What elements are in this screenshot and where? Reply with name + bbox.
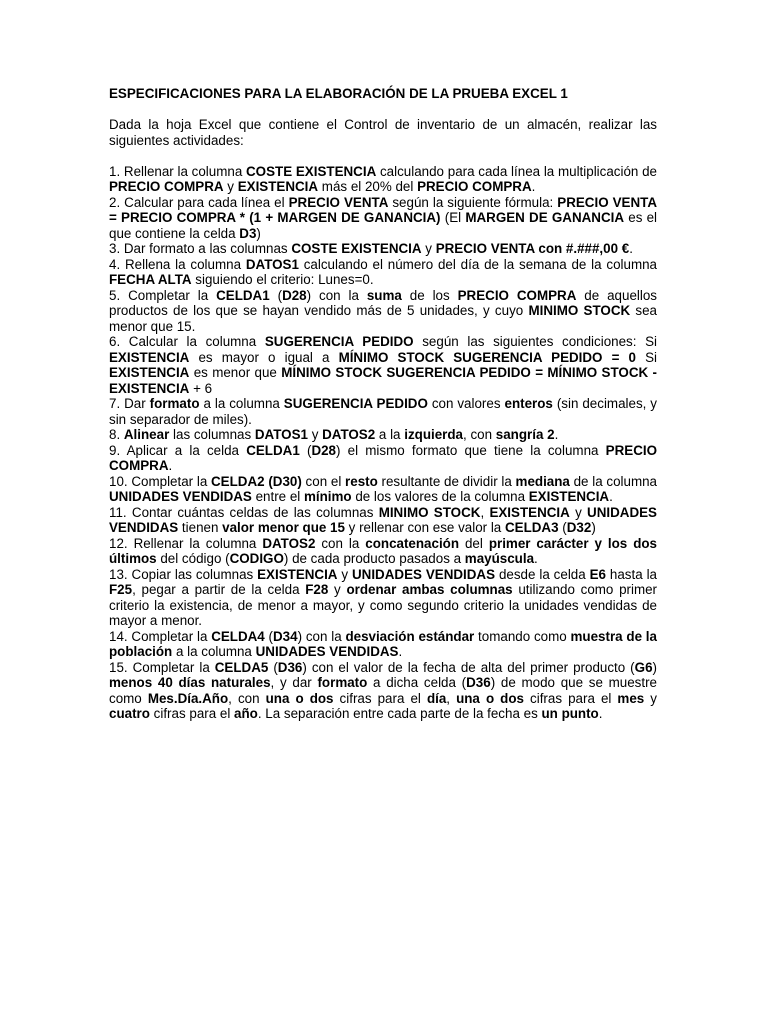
text-run: , pegar a partir de la celda bbox=[132, 582, 306, 597]
text-run: a la columna bbox=[199, 396, 284, 411]
bold-run: D36 bbox=[277, 659, 303, 675]
text-run: 7. Dar bbox=[109, 396, 150, 411]
bold-run: ordenar ambas columnas bbox=[346, 582, 513, 597]
text-run: de los valores de la columna bbox=[351, 489, 529, 504]
bold-run: muestra de la población bbox=[109, 628, 657, 659]
activity-item-14 bbox=[109, 629, 657, 660]
text-run: 9. Aplicar a la celda bbox=[109, 442, 247, 458]
bold-run: EXISTENCIA bbox=[237, 179, 319, 194]
text-run: con valores bbox=[427, 396, 505, 411]
bold-run: D32 bbox=[566, 520, 592, 535]
bold-run: menos 40 días naturales bbox=[109, 675, 271, 690]
text-run: y bbox=[337, 566, 352, 582]
bold-run: resto bbox=[345, 473, 378, 489]
text-run: del código ( bbox=[156, 551, 230, 566]
text-run: según la siguiente fórmula: bbox=[388, 194, 558, 210]
text-run: 1. Rellenar la columna bbox=[109, 163, 247, 179]
text-run: y bbox=[328, 582, 347, 597]
bold-run: G6 bbox=[634, 659, 653, 675]
text-run: . bbox=[534, 551, 538, 566]
bold-run: CELDA5 bbox=[214, 659, 269, 675]
text-run: ( bbox=[268, 659, 278, 675]
text-run: ) bbox=[591, 520, 596, 535]
text-run: siguiendo el criterio: Lunes=0. bbox=[191, 272, 374, 287]
text-run: calculando el número del día de la semana de la columna bbox=[298, 256, 657, 272]
bold-run: D36 bbox=[466, 675, 491, 690]
bold-run: CELDA1 bbox=[216, 287, 270, 303]
text-run: (sin decimales, y sin separador de miles). bbox=[109, 396, 658, 427]
text-run: . bbox=[629, 241, 633, 256]
bold-run: PRECIO COMPRA bbox=[417, 179, 532, 194]
text-run: , y dar bbox=[270, 675, 318, 690]
bold-run: CODIGO bbox=[229, 551, 284, 566]
activity-item-6 bbox=[109, 334, 657, 396]
bold-run: EXISTENCIA bbox=[109, 349, 190, 365]
activity-item-12 bbox=[109, 536, 657, 567]
bold-run: F28 bbox=[305, 582, 329, 597]
text-run: y bbox=[223, 179, 238, 194]
bold-run: UNIDADES VENDIDAS bbox=[109, 504, 657, 535]
bold-run: mínimo bbox=[303, 489, 352, 504]
bold-run: E6 bbox=[589, 566, 606, 582]
bold-run: DATOS2 bbox=[322, 427, 376, 442]
bold-run: una o dos bbox=[265, 690, 334, 706]
bold-run: sangría 2 bbox=[495, 427, 555, 442]
bold-run: EXISTENCIA bbox=[489, 504, 570, 520]
bold-run: MÍNIMO STOCK SUGERENCIA PEDIDO = MÍNIMO STOCK - EXISTENCIA bbox=[109, 365, 657, 396]
text-run: . bbox=[598, 706, 603, 721]
text-run: ) con la bbox=[297, 628, 346, 644]
text-run: es el que contiene la celda bbox=[109, 210, 658, 241]
bold-run: cuatro bbox=[109, 706, 150, 721]
text-run: Si bbox=[635, 349, 657, 365]
text-run: de aquellos productos de los que se hayan vendido más de 5 unidades, y cuyo bbox=[109, 287, 657, 318]
text-run: . bbox=[398, 644, 403, 659]
bold-run: D3 bbox=[239, 225, 257, 241]
text-run: resultante de dividir la bbox=[377, 473, 516, 489]
bold-run: mayúscula bbox=[464, 551, 535, 566]
bold-run: D28 bbox=[282, 287, 307, 303]
text-run: ( bbox=[264, 628, 274, 644]
bold-run: Mes.Día.Año bbox=[147, 690, 229, 706]
text-run: 10. Completar la bbox=[109, 473, 212, 489]
text-run: ) de modo que se muestre como bbox=[109, 675, 657, 706]
bold-run: PRECIO COMPRA bbox=[457, 287, 577, 303]
text-run: y bbox=[569, 504, 588, 520]
text-run: 6. Calcular la columna bbox=[109, 334, 265, 349]
bold-run: un punto bbox=[541, 706, 599, 721]
text-run: más el 20% del bbox=[318, 179, 418, 194]
bold-run: valor menor que 15 bbox=[222, 520, 345, 535]
text-run: sea menor que 15. bbox=[109, 303, 657, 334]
bold-run: D34 bbox=[273, 628, 298, 644]
text-run: 3. Dar formato a las columnas bbox=[109, 241, 292, 256]
text-run: . bbox=[554, 427, 559, 442]
activity-item-8 bbox=[109, 427, 657, 443]
text-run: 4. Rellena la columna bbox=[109, 256, 246, 272]
bold-run: PRECIO VENTA con #.###,00 € bbox=[435, 241, 630, 256]
bold-run: FECHA ALTA bbox=[109, 272, 192, 287]
text-run: 8. bbox=[109, 427, 124, 442]
text-run: ) de cada producto pasados a bbox=[283, 551, 465, 566]
text-run: de los bbox=[401, 287, 458, 303]
bold-run: enteros bbox=[504, 396, 553, 411]
activity-item-9 bbox=[109, 443, 657, 474]
bold-run: mediana bbox=[515, 473, 570, 489]
text-run: 2. Calcular para cada línea el bbox=[109, 194, 289, 210]
text-run: y bbox=[421, 241, 436, 256]
activity-item-3 bbox=[109, 241, 657, 257]
bold-run: D28 bbox=[311, 442, 337, 458]
bold-run: suma bbox=[366, 287, 402, 303]
text-run: ) con el valor de la fecha de alta del primer producto ( bbox=[302, 659, 635, 675]
text-run: cifras para el bbox=[333, 690, 427, 706]
bold-run: primer carácter y los dos últimos bbox=[109, 535, 658, 566]
bold-run: mes bbox=[617, 690, 645, 706]
text-run: a la columna bbox=[172, 644, 256, 659]
text-run: (El bbox=[440, 210, 466, 225]
text-run: 14. Completar la bbox=[109, 628, 212, 644]
bold-run: MÍNIMO STOCK SUGERENCIA PEDIDO = 0 bbox=[338, 349, 636, 365]
bold-run: SUGERENCIA PEDIDO bbox=[264, 334, 414, 349]
bold-run: Alinear bbox=[123, 427, 170, 442]
bold-run: CELDA2 (D30) bbox=[211, 473, 302, 489]
text-run: tienen bbox=[178, 520, 223, 535]
bold-run: EXISTENCIA bbox=[257, 566, 338, 582]
text-run: 11. Contar cuántas celdas de las columnas bbox=[109, 504, 379, 520]
bold-run: formato bbox=[149, 396, 200, 411]
document-title: ESPECIFICACIONES PARA LA ELABORACIÓN DE LA PRUEBA EXCEL 1 bbox=[109, 86, 568, 101]
text-run: a la bbox=[375, 427, 405, 442]
activity-item-7 bbox=[109, 396, 657, 427]
text-run: con el bbox=[301, 473, 346, 489]
text-run: . La separación entre cada parte de la fecha es bbox=[257, 706, 542, 721]
bold-run: día bbox=[426, 690, 447, 706]
bold-run: PRECIO COMPRA bbox=[109, 442, 657, 473]
bold-run: PRECIO VENTA bbox=[288, 194, 389, 210]
bold-run: SUGERENCIA PEDIDO bbox=[283, 396, 428, 411]
activity-item-5 bbox=[109, 288, 657, 335]
text-run: ) bbox=[256, 225, 261, 241]
bold-run: PRECIO VENTA = PRECIO COMPRA * (1 + MARGEN DE GANANCIA) bbox=[109, 194, 657, 225]
bold-run: CELDA1 bbox=[246, 442, 300, 458]
text-run: . bbox=[531, 179, 536, 194]
bold-run: año bbox=[234, 706, 258, 721]
text-run: 12. Rellenar la columna bbox=[109, 535, 263, 551]
text-run: tomando como bbox=[474, 628, 571, 644]
bold-run: desviación estándar bbox=[345, 628, 475, 644]
text-run: del bbox=[459, 535, 489, 551]
bold-run: PRECIO COMPRA bbox=[109, 179, 224, 194]
bold-run: UNIDADES VENDIDAS bbox=[352, 566, 496, 582]
bold-run: COSTE EXISTENCIA bbox=[291, 241, 422, 256]
activity-item-11 bbox=[109, 505, 657, 536]
bold-run: concatenación bbox=[365, 535, 460, 551]
text-run: de la columna bbox=[569, 473, 658, 489]
text-run: + 6 bbox=[189, 380, 213, 396]
text-run: es menor que bbox=[189, 365, 282, 380]
bold-run: una o dos bbox=[456, 690, 524, 706]
text-run: 15. Completar la bbox=[109, 659, 215, 675]
text-run: , con bbox=[463, 427, 496, 442]
document-page bbox=[109, 86, 657, 722]
text-run: las columnas bbox=[169, 427, 255, 442]
activity-item-2 bbox=[109, 195, 657, 242]
text-run: desde la celda bbox=[495, 566, 590, 582]
activity-item-10 bbox=[109, 474, 657, 505]
activity-item-13 bbox=[109, 567, 657, 629]
activity-item-4 bbox=[109, 257, 657, 288]
text-run: calculando para cada línea la multiplicación de bbox=[376, 163, 657, 179]
text-run: ) el mismo formato que tiene la columna bbox=[336, 442, 606, 458]
text-run: ( bbox=[269, 287, 283, 303]
text-run: ) con la bbox=[306, 287, 367, 303]
text-run: y bbox=[307, 427, 323, 442]
bold-run: izquierda bbox=[404, 427, 463, 442]
text-run: ( bbox=[558, 520, 567, 535]
activity-item-1 bbox=[109, 164, 657, 195]
bold-run: UNIDADES VENDIDAS bbox=[109, 489, 252, 504]
activity-list bbox=[109, 164, 657, 722]
text-run: y bbox=[644, 690, 657, 706]
text-run: 13. Copiar las columnas bbox=[109, 566, 258, 582]
text-run: , con bbox=[228, 690, 266, 706]
text-run: ( bbox=[299, 442, 312, 458]
text-run: utilizando como primer criterio la existencia, de menor a mayor, y como segundo criterio la unidades vendidas de mayor a menor. bbox=[109, 582, 658, 628]
text-run: a dicha celda ( bbox=[367, 675, 467, 690]
text-run: hasta la bbox=[606, 566, 657, 582]
bold-run: COSTE EXISTENCIA bbox=[246, 163, 377, 179]
bold-run: DATOS2 bbox=[262, 535, 316, 551]
text-run: , bbox=[446, 690, 457, 706]
bold-run: DATOS1 bbox=[254, 427, 308, 442]
bold-run: EXISTENCIA bbox=[109, 365, 190, 380]
bold-run: CELDA4 bbox=[211, 628, 265, 644]
text-run: y rellenar con ese valor la bbox=[344, 520, 505, 535]
bold-run: MINIMO STOCK bbox=[378, 504, 481, 520]
bold-run: F25 bbox=[109, 582, 133, 597]
text-run: es mayor o igual a bbox=[189, 349, 339, 365]
bold-run: UNIDADES VENDIDAS bbox=[255, 644, 399, 659]
bold-run: formato bbox=[317, 675, 368, 690]
text-run: cifras para el bbox=[149, 706, 235, 721]
text-run: . bbox=[168, 458, 173, 473]
bold-run: MARGEN DE GANANCIA bbox=[465, 210, 625, 225]
bold-run: EXISTENCIA bbox=[528, 489, 610, 504]
activity-item-15 bbox=[109, 660, 657, 722]
bold-run: CELDA3 bbox=[504, 520, 559, 535]
text-run: cifras para el bbox=[523, 690, 618, 706]
text-run: ) bbox=[652, 659, 657, 675]
bold-run: MINIMO STOCK bbox=[528, 303, 631, 318]
text-run: según las siguientes condiciones: Si bbox=[413, 334, 657, 349]
text-run: con la bbox=[315, 535, 366, 551]
text-run: , bbox=[480, 504, 490, 520]
bold-run: DATOS1 bbox=[245, 256, 299, 272]
text-run: . bbox=[609, 489, 613, 504]
text-run: 5. Completar la bbox=[109, 287, 217, 303]
text-run: entre el bbox=[251, 489, 304, 504]
intro-paragraph: Dada la hoja Excel que contiene el Control de inventario de un almacén, realizar las siguientes actividades: bbox=[109, 117, 657, 148]
